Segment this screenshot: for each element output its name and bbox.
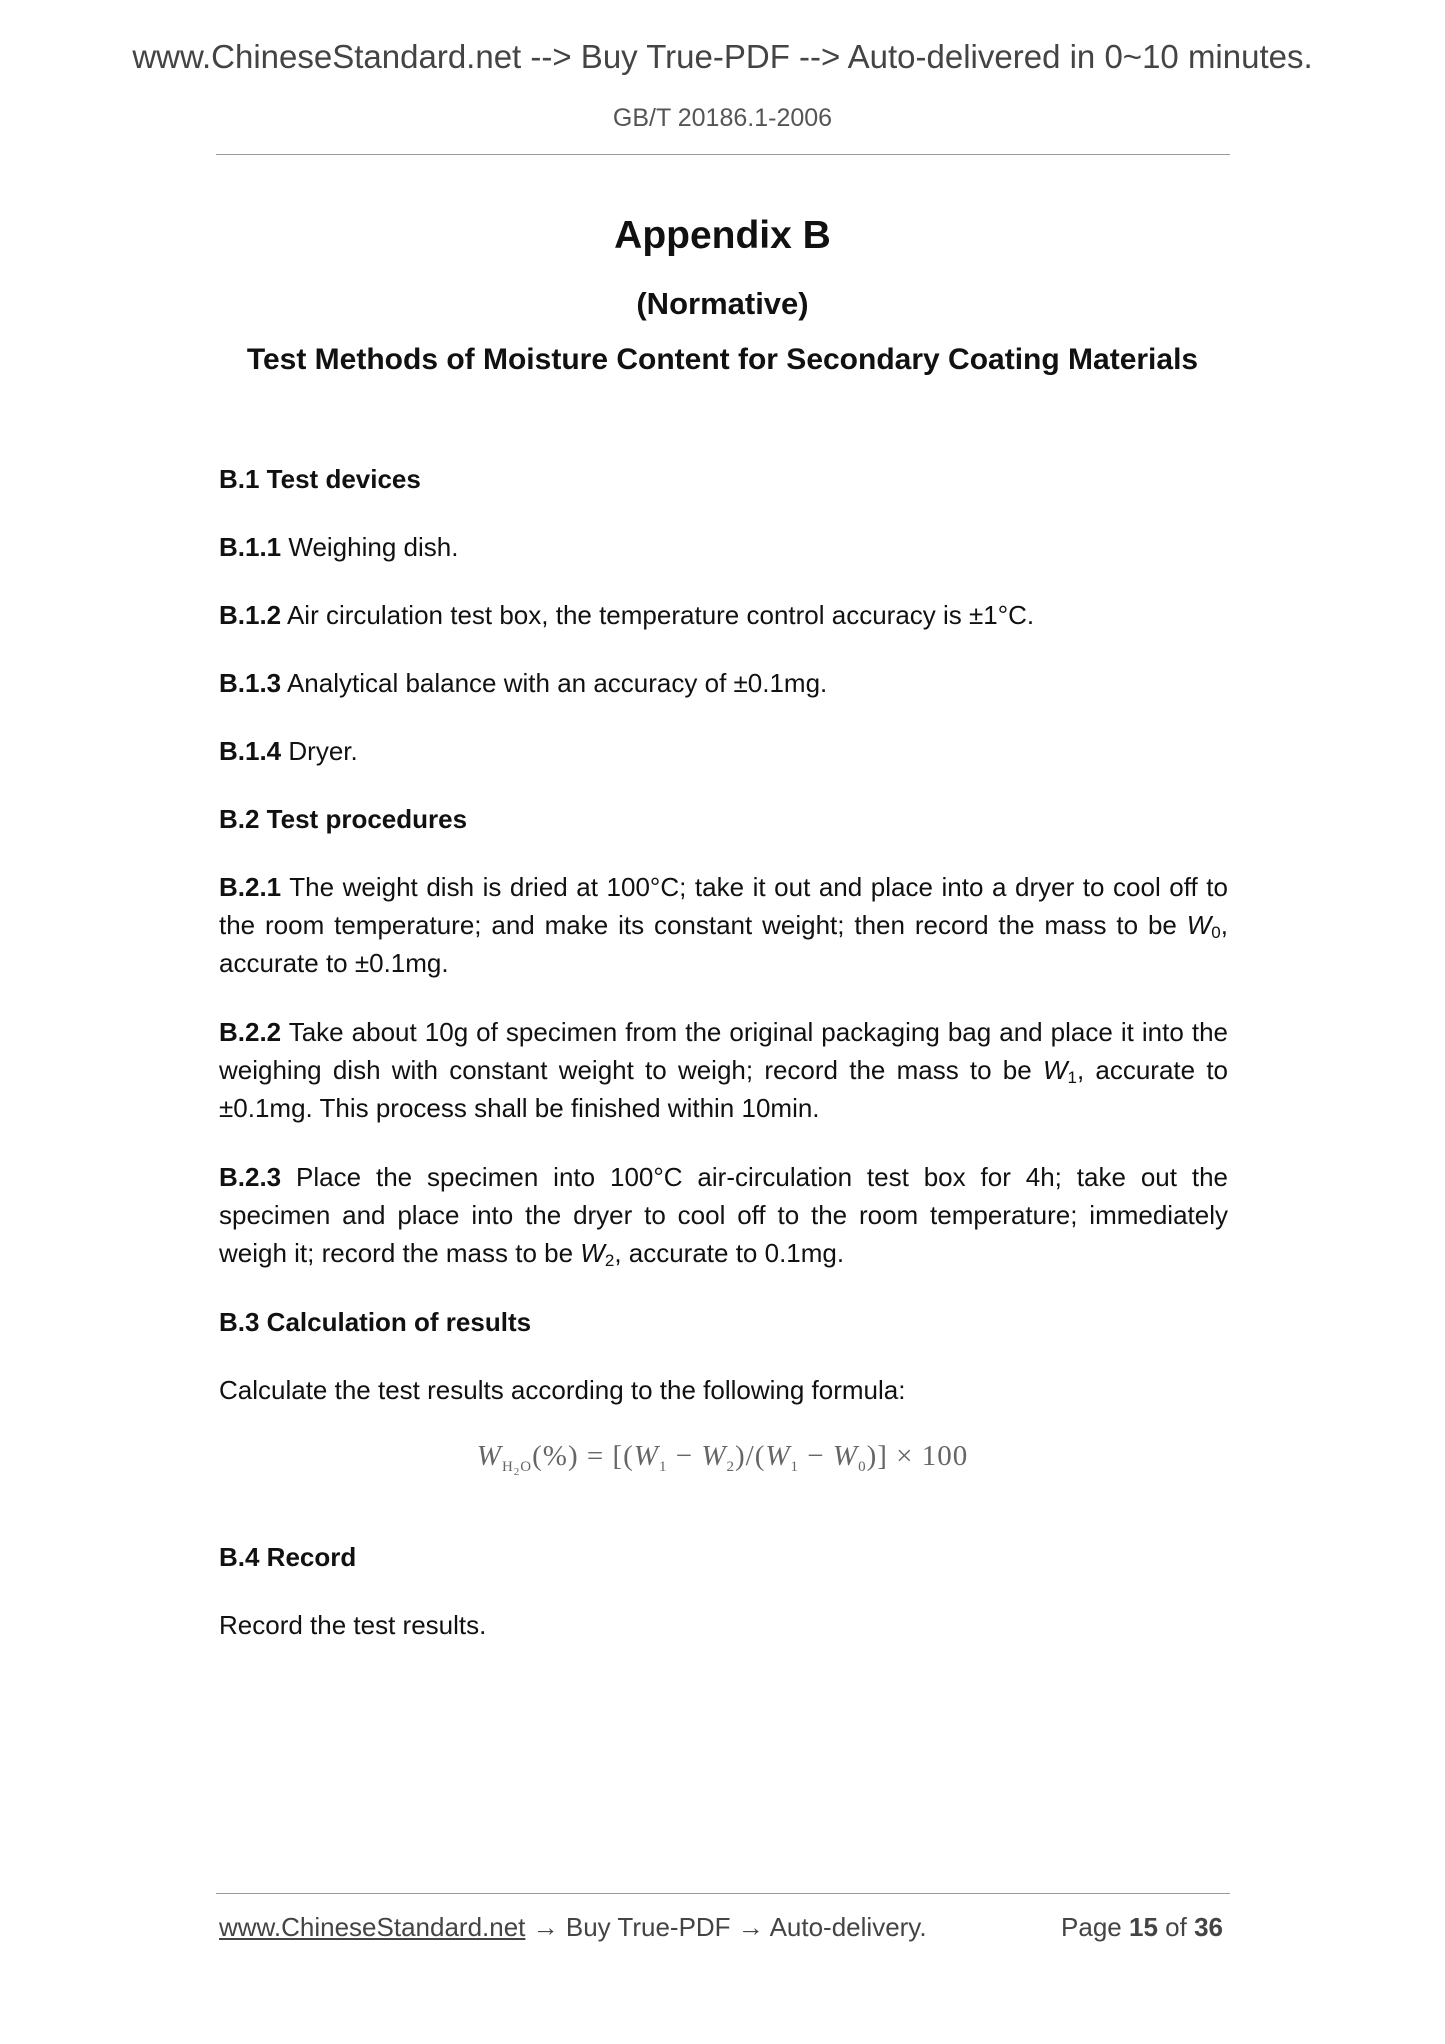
clause-text-tail: , accurate to 0.1mg. (614, 1238, 845, 1268)
clause-b-1-4 (219, 732, 1228, 770)
clause-b-1-2 (219, 596, 1228, 634)
clause-number: B.1.4 (219, 736, 282, 766)
moisture-formula: $W_{H_2O}(\%) = [(W_1 - W_2)/(W_1 - W_0)] \times 100$ (476, 1440, 969, 1478)
footer-divider (216, 1893, 1230, 1894)
clause-text: The weight dish is dried at 100°C; take it out and place into a dryer to cool off to the room temperature; and make its constant weight; then record the mass to be (219, 872, 1228, 940)
clause-number: B.2.2 (219, 1017, 282, 1047)
clause-b-1-3 (219, 664, 1228, 702)
mass-variable: $W_0$ (1186, 910, 1221, 942)
clause-number: B.1.1 (219, 532, 282, 562)
total-pages: 36 (1194, 1912, 1223, 1942)
footer-promo-text: → Buy True-PDF → Auto-delivery. (525, 1912, 927, 1942)
clause-text-tail: , accurate to ±0.1mg. (219, 910, 1228, 978)
footer-promo (219, 1912, 927, 1943)
clause-text: Take about 10g of specimen from the original packaging bag and place it into the weighing dish with constant weight to weigh; record the mass to be (219, 1017, 1228, 1085)
section-heading-b4: B.4 Record (219, 1542, 357, 1572)
clause-text: Place the specimen into 100°C air-circulation test box for 4h; take out the specimen and place into the dryer to cool off to the room temperature; immediately weigh it; record the mass to be (219, 1162, 1228, 1268)
clause-text: Weighing dish. (281, 532, 459, 562)
appendix-type: (Normative) (636, 286, 809, 321)
footer-site-link[interactable]: www.ChineseStandard.net (219, 1912, 526, 1942)
clause-b-1-1 (219, 528, 1228, 566)
clause-b-2-3 (219, 1158, 1228, 1272)
appendix-title: Appendix B (614, 214, 831, 257)
clause-b-2-1 (219, 868, 1228, 982)
clause-text: Analytical balance with an accuracy of ±0.1mg. (281, 668, 828, 698)
section-heading-b3: B.3 Calculation of results (219, 1307, 532, 1337)
calculation-intro: Calculate the test results according to the following formula: (219, 1375, 906, 1405)
header-divider (216, 154, 1230, 155)
clause-text: Dryer. (281, 736, 358, 766)
section-heading-b1: B.1 Test devices (219, 464, 421, 494)
clause-b-2-2 (219, 1013, 1228, 1127)
clause-number: B.2.3 (219, 1162, 282, 1192)
clause-text-tail: , accurate to ±0.1mg. This process shall be finished within 10min. (219, 1055, 1229, 1123)
page-indicator: Page 15 of 36 (1061, 1912, 1223, 1942)
clause-number: B.1.2 (219, 600, 282, 630)
top-banner: www.ChineseStandard.net --> Buy True-PDF --> Auto-delivered in 0~10 minutes. (132, 38, 1313, 75)
appendix-subject: Test Methods of Moisture Content for Secondary Coating Materials (246, 343, 1199, 376)
clause-number: B.2.1 (219, 872, 282, 902)
mass-variable: $W_1$ (1042, 1055, 1077, 1087)
standard-code: GB/T 20186.1-2006 (612, 104, 833, 132)
record-text: Record the test results. (219, 1610, 487, 1640)
mass-variable: $W_2$ (580, 1238, 615, 1270)
current-page: 15 (1129, 1912, 1158, 1942)
section-heading-b2: B.2 Test procedures (219, 804, 468, 834)
clause-number: B.1.3 (219, 668, 282, 698)
clause-text: Air circulation test box, the temperature control accuracy is ±1°C. (281, 600, 1035, 630)
